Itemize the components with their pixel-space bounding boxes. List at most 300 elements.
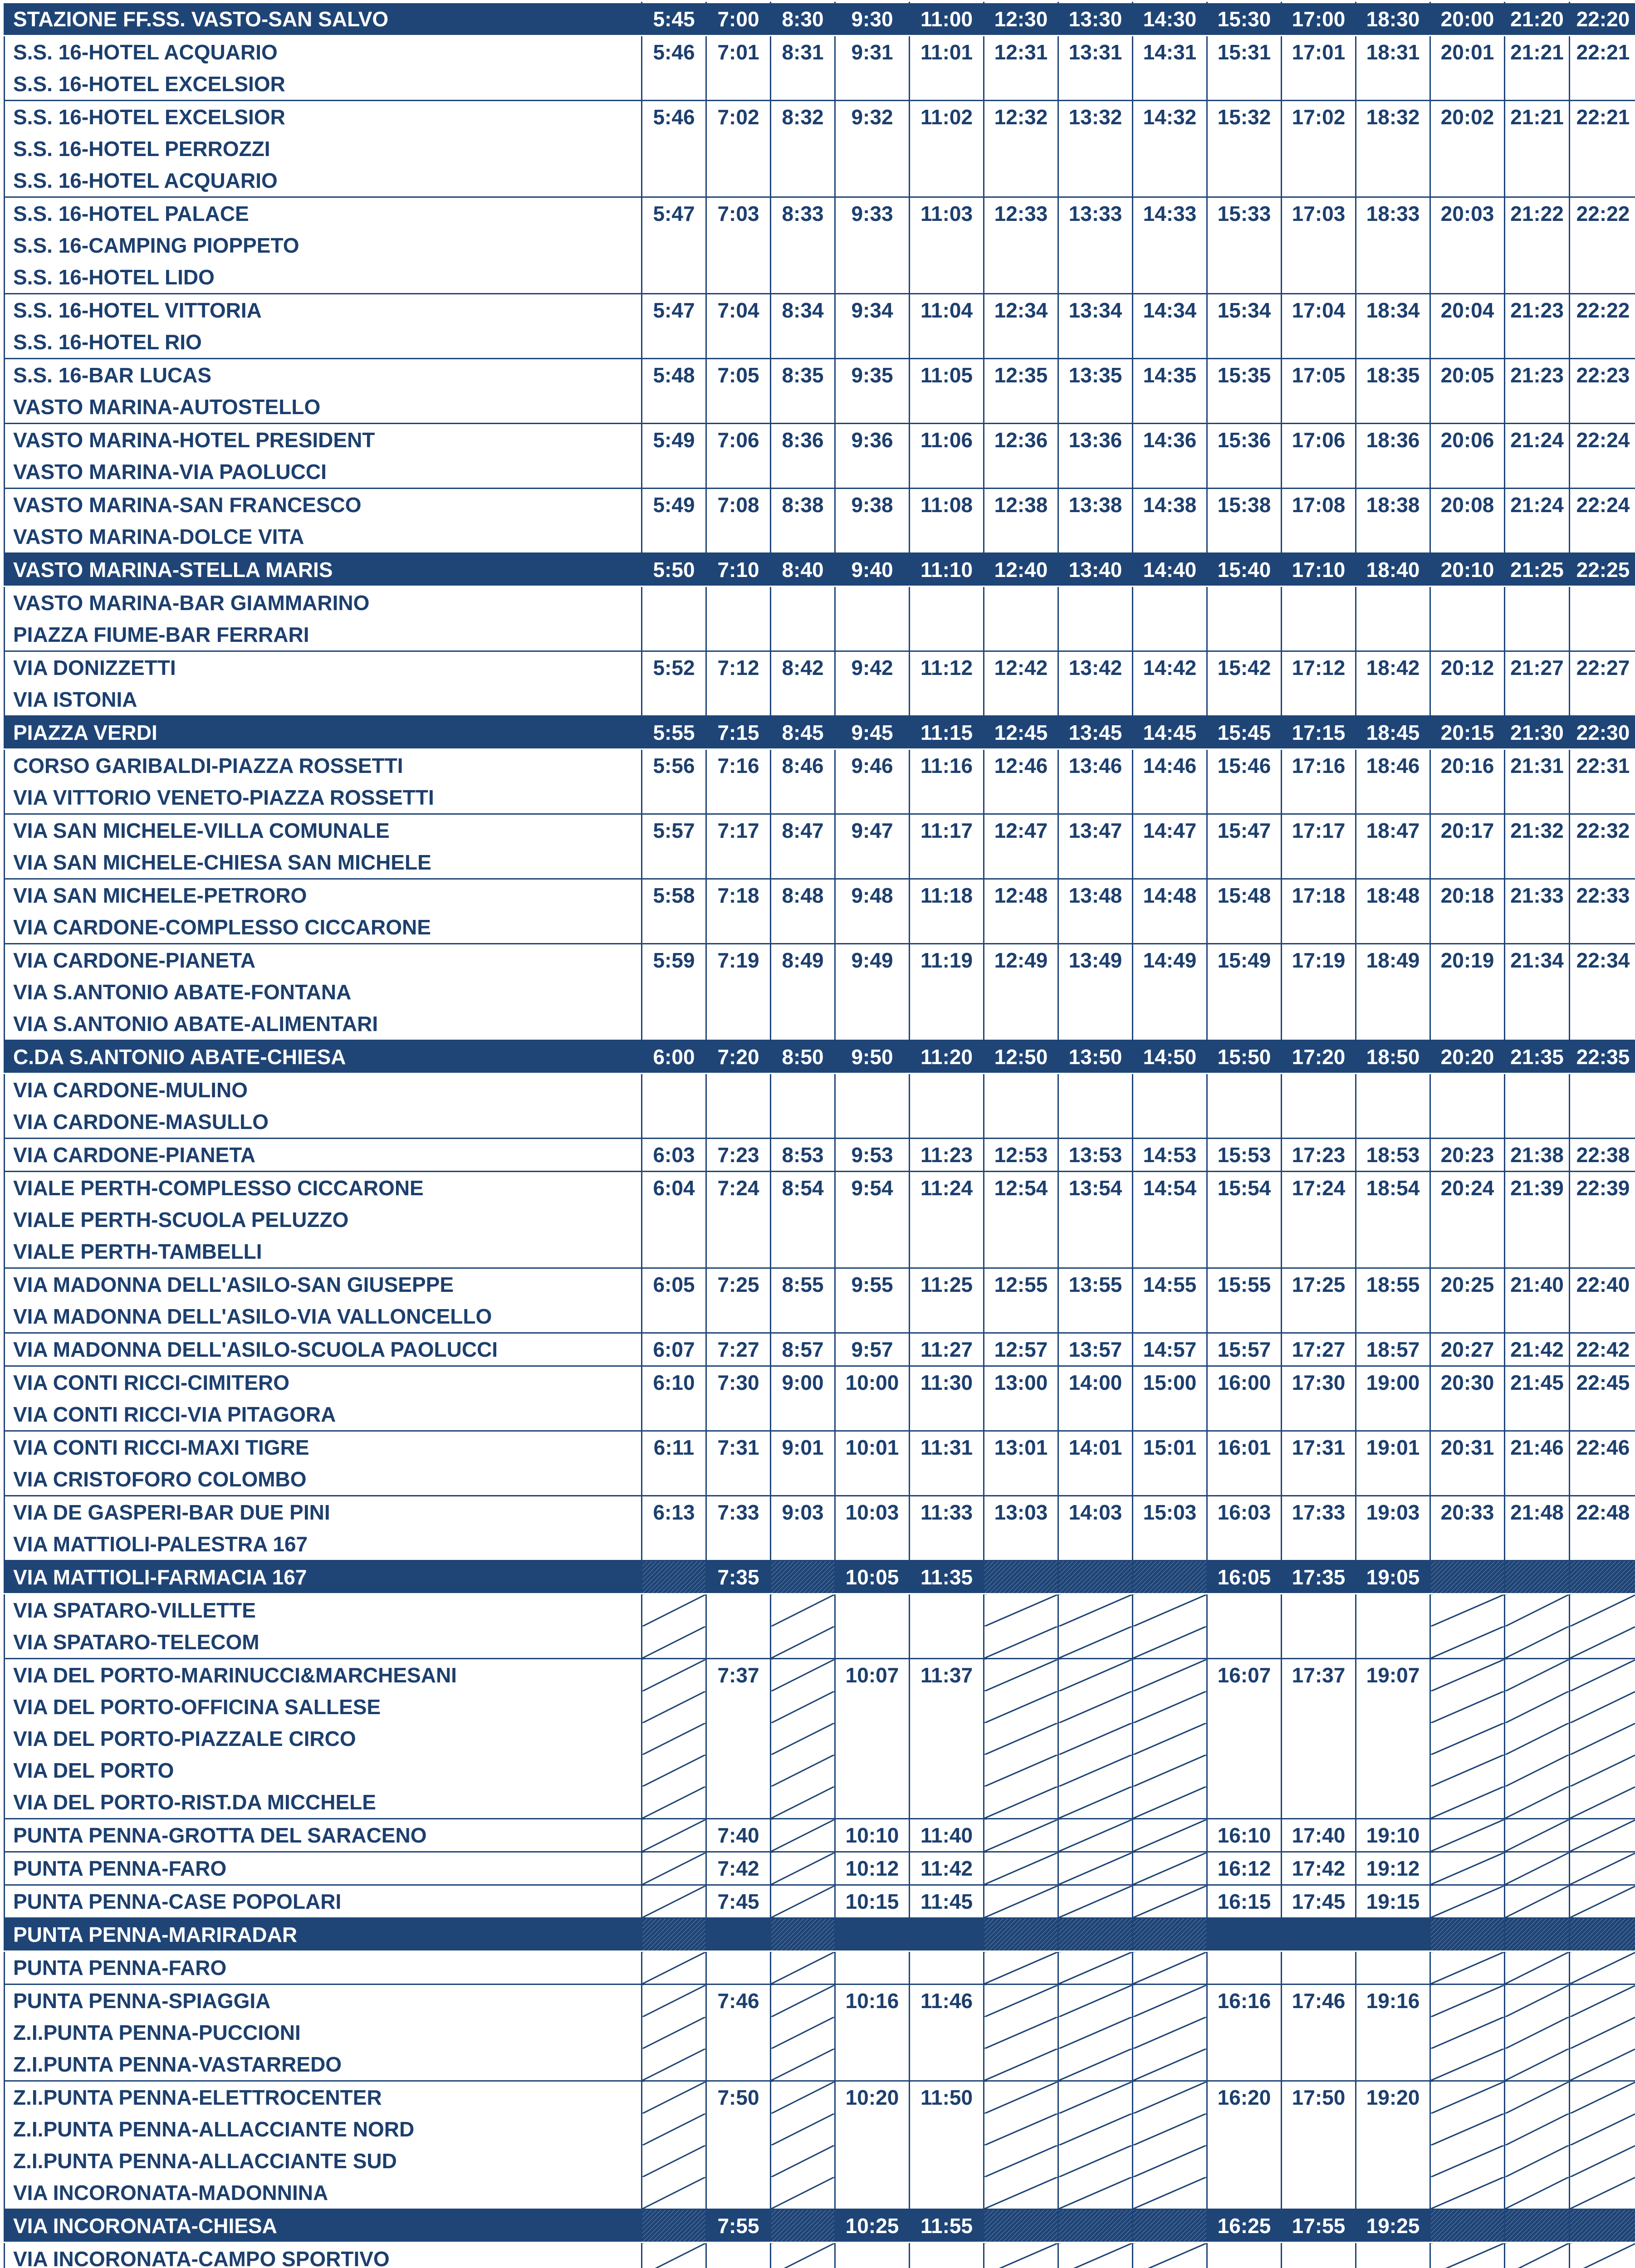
departure-time: 5:49 xyxy=(642,489,706,553)
departure-time: 18:32 xyxy=(1356,101,1430,197)
departure-time xyxy=(1505,2243,1570,2268)
departure-time: 15:42 xyxy=(1207,651,1282,716)
timetable-row xyxy=(5,2081,1635,2209)
stop-name: PIAZZA VERDI xyxy=(13,721,157,744)
departure-time: 7:40 xyxy=(706,1819,771,1852)
departure-time: 13:45 xyxy=(1058,716,1133,749)
departure-time: 15:38 xyxy=(1207,489,1282,553)
stop-names-cell xyxy=(5,1918,642,1951)
departure-time: 16:12 xyxy=(1207,1852,1282,1885)
departure-time: 14:32 xyxy=(1133,101,1207,197)
departure-time: 7:31 xyxy=(706,1431,771,1496)
departure-time xyxy=(1430,2243,1505,2268)
departure-time: 11:55 xyxy=(910,2209,984,2243)
departure-time: 21:40 xyxy=(1505,1268,1570,1333)
departure-time xyxy=(706,1074,771,1139)
departure-time: 22:22 xyxy=(1570,197,1635,294)
departure-time: 9:48 xyxy=(835,879,910,944)
departure-time: 11:35 xyxy=(910,1561,984,1594)
departure-time: 20:16 xyxy=(1430,749,1505,814)
departure-time: 5:58 xyxy=(642,879,706,944)
stop-names-cell xyxy=(5,1074,642,1139)
departure-time xyxy=(642,1594,706,1659)
departure-time xyxy=(1133,1074,1207,1139)
departure-time: 13:48 xyxy=(1058,879,1133,944)
departure-time xyxy=(835,587,910,651)
departure-time xyxy=(1430,1594,1505,1659)
timetable-row xyxy=(5,294,1635,359)
departure-time xyxy=(771,1659,835,1819)
departure-time xyxy=(984,1659,1058,1819)
departure-time: 21:32 xyxy=(1505,814,1570,879)
departure-time: 8:57 xyxy=(771,1333,835,1366)
departure-time: 17:40 xyxy=(1282,1819,1356,1852)
stop-name: PUNTA PENNA-GROTTA DEL SARACENO xyxy=(13,1823,427,1847)
departure-time: 9:53 xyxy=(835,1139,910,1172)
stop-name: VIA DEL PORTO-MARINUCCI&MARCHESANI xyxy=(13,1663,457,1687)
departure-time: 5:52 xyxy=(642,651,706,716)
departure-time: 9:31 xyxy=(835,36,910,101)
stop-name: VIA ISTONIA xyxy=(13,688,137,711)
departure-time xyxy=(984,1984,1058,2081)
stop-name: S.S. 16-HOTEL RIO xyxy=(13,330,202,354)
departure-time: 15:36 xyxy=(1207,424,1282,489)
departure-time: 8:49 xyxy=(771,944,835,1041)
departure-time xyxy=(771,2209,835,2243)
departure-time: 13:38 xyxy=(1058,489,1133,553)
departure-time: 5:47 xyxy=(642,294,706,359)
departure-time: 11:37 xyxy=(910,1659,984,1819)
departure-time: 17:10 xyxy=(1282,553,1356,587)
departure-time xyxy=(706,1951,771,1984)
departure-time xyxy=(1207,2243,1282,2268)
departure-time xyxy=(984,1819,1058,1852)
departure-time: 11:03 xyxy=(910,197,984,294)
stop-name: VASTO MARINA-VIA PAOLUCCI xyxy=(13,460,327,484)
departure-time xyxy=(1570,2209,1635,2243)
departure-time xyxy=(642,1918,706,1951)
departure-time: 18:49 xyxy=(1356,944,1430,1041)
departure-time xyxy=(642,587,706,651)
departure-time xyxy=(1058,2209,1133,2243)
departure-time: 9:50 xyxy=(835,1041,910,1074)
departure-time: 12:53 xyxy=(984,1139,1058,1172)
departure-time: 7:05 xyxy=(706,359,771,424)
departure-time xyxy=(771,2243,835,2268)
departure-time xyxy=(1133,2209,1207,2243)
departure-time: 15:53 xyxy=(1207,1139,1282,1172)
timetable-row xyxy=(5,814,1635,879)
departure-time: 17:55 xyxy=(1282,2209,1356,2243)
departure-time: 9:54 xyxy=(835,1172,910,1268)
departure-time: 7:46 xyxy=(706,1984,771,2081)
departure-time: 12:46 xyxy=(984,749,1058,814)
departure-time xyxy=(1282,2243,1356,2268)
departure-time: 20:12 xyxy=(1430,651,1505,716)
departure-time xyxy=(1430,1074,1505,1139)
departure-time xyxy=(910,2243,984,2268)
departure-time: 17:18 xyxy=(1282,879,1356,944)
departure-time: 11:40 xyxy=(910,1819,984,1852)
departure-time: 11:50 xyxy=(910,2081,984,2209)
stop-names-cell xyxy=(5,1561,642,1594)
departure-time: 6:07 xyxy=(642,1333,706,1366)
stop-names-cell xyxy=(5,879,642,944)
departure-time: 15:54 xyxy=(1207,1172,1282,1268)
departure-time: 11:10 xyxy=(910,553,984,587)
departure-time: 22:27 xyxy=(1570,651,1635,716)
departure-time: 20:08 xyxy=(1430,489,1505,553)
departure-time: 9:01 xyxy=(771,1431,835,1496)
departure-time: 5:47 xyxy=(642,197,706,294)
departure-time xyxy=(1207,1918,1282,1951)
departure-time xyxy=(771,1984,835,2081)
departure-time: 19:00 xyxy=(1356,1366,1430,1431)
departure-time: 13:49 xyxy=(1058,944,1133,1041)
timetable-row xyxy=(5,489,1635,553)
departure-time: 17:19 xyxy=(1282,944,1356,1041)
departure-time: 14:00 xyxy=(1058,1366,1133,1431)
departure-time xyxy=(1058,1074,1133,1139)
departure-time xyxy=(1133,1951,1207,1984)
departure-time: 18:46 xyxy=(1356,749,1430,814)
departure-time: 12:40 xyxy=(984,553,1058,587)
departure-time: 15:01 xyxy=(1133,1431,1207,1496)
departure-time: 21:45 xyxy=(1505,1366,1570,1431)
departure-time: 14:31 xyxy=(1133,36,1207,101)
stop-name: VIA CONTI RICCI-VIA PITAGORA xyxy=(13,1403,336,1426)
departure-time: 13:47 xyxy=(1058,814,1133,879)
stop-name: S.S. 16-HOTEL PERROZZI xyxy=(13,137,270,161)
stop-name: PIAZZA FIUME-BAR FERRARI xyxy=(13,623,309,646)
timetable-row xyxy=(5,424,1635,489)
departure-time: 5:48 xyxy=(642,359,706,424)
stop-names-cell xyxy=(5,101,642,197)
departure-time xyxy=(1430,1984,1505,2081)
departure-time: 21:34 xyxy=(1505,944,1570,1041)
departure-time: 20:03 xyxy=(1430,197,1505,294)
stop-names-cell xyxy=(5,36,642,101)
departure-time: 18:57 xyxy=(1356,1333,1430,1366)
stop-name: VIA MATTIOLI-PALESTRA 167 xyxy=(13,1532,308,1556)
departure-time xyxy=(1282,1951,1356,1984)
departure-time: 13:54 xyxy=(1058,1172,1133,1268)
departure-time: 19:07 xyxy=(1356,1659,1430,1819)
departure-time xyxy=(1505,1885,1570,1918)
departure-time: 11:27 xyxy=(910,1333,984,1366)
departure-time: 12:45 xyxy=(984,716,1058,749)
departure-time: 17:27 xyxy=(1282,1333,1356,1366)
departure-time xyxy=(642,1561,706,1594)
stop-name: PUNTA PENNA-MARIRADAR xyxy=(13,1923,298,1946)
departure-time: 13:40 xyxy=(1058,553,1133,587)
stop-name: S.S. 16-BAR LUCAS xyxy=(13,363,212,387)
departure-time: 14:54 xyxy=(1133,1172,1207,1268)
stop-names-cell xyxy=(5,294,642,359)
departure-time: 16:07 xyxy=(1207,1659,1282,1819)
departure-time: 7:06 xyxy=(706,424,771,489)
departure-time: 18:30 xyxy=(1356,3,1430,36)
stop-name: PUNTA PENNA-FARO xyxy=(13,1956,227,1980)
departure-time: 14:49 xyxy=(1133,944,1207,1041)
departure-time: 8:40 xyxy=(771,553,835,587)
departure-time: 20:17 xyxy=(1430,814,1505,879)
departure-time xyxy=(1058,1885,1133,1918)
stop-name: VIA CARDONE-COMPLESSO CICCARONE xyxy=(13,915,431,939)
departure-time: 22:42 xyxy=(1570,1333,1635,1366)
departure-time xyxy=(1133,2081,1207,2209)
departure-time: 15:35 xyxy=(1207,359,1282,424)
departure-time: 22:34 xyxy=(1570,944,1635,1041)
departure-time: 17:08 xyxy=(1282,489,1356,553)
departure-time: 11:04 xyxy=(910,294,984,359)
departure-time: 8:46 xyxy=(771,749,835,814)
departure-time: 11:45 xyxy=(910,1885,984,1918)
departure-time: 14:35 xyxy=(1133,359,1207,424)
departure-time xyxy=(1570,1561,1635,1594)
departure-time xyxy=(984,1852,1058,1885)
departure-time xyxy=(910,587,984,651)
stop-names-cell xyxy=(5,1172,642,1268)
departure-time: 14:47 xyxy=(1133,814,1207,879)
departure-time xyxy=(1133,1852,1207,1885)
departure-time: 13:34 xyxy=(1058,294,1133,359)
departure-time: 7:33 xyxy=(706,1496,771,1561)
departure-time: 20:01 xyxy=(1430,36,1505,101)
departure-time xyxy=(910,1594,984,1659)
departure-time: 7:02 xyxy=(706,101,771,197)
departure-time: 7:01 xyxy=(706,36,771,101)
departure-time xyxy=(1570,1074,1635,1139)
departure-time: 11:25 xyxy=(910,1268,984,1333)
departure-time xyxy=(1570,2081,1635,2209)
stop-names-cell xyxy=(5,1659,642,1819)
departure-time: 8:48 xyxy=(771,879,835,944)
departure-time xyxy=(1058,587,1133,651)
departure-time: 13:53 xyxy=(1058,1139,1133,1172)
departure-time: 17:50 xyxy=(1282,2081,1356,2209)
timetable-row xyxy=(5,1659,1635,1819)
departure-time: 13:50 xyxy=(1058,1041,1133,1074)
departure-time: 14:46 xyxy=(1133,749,1207,814)
departure-time xyxy=(1505,2081,1570,2209)
departure-time: 17:25 xyxy=(1282,1268,1356,1333)
departure-time: 20:25 xyxy=(1430,1268,1505,1333)
timetable-row xyxy=(5,1594,1635,1659)
departure-time: 17:03 xyxy=(1282,197,1356,294)
departure-time xyxy=(642,1984,706,2081)
departure-time: 12:50 xyxy=(984,1041,1058,1074)
departure-time: 14:45 xyxy=(1133,716,1207,749)
timetable-row xyxy=(5,359,1635,424)
departure-time: 8:34 xyxy=(771,294,835,359)
stop-names-cell xyxy=(5,1496,642,1561)
departure-time: 15:40 xyxy=(1207,553,1282,587)
timetable-row xyxy=(5,1074,1635,1139)
timetable-row-main-stop xyxy=(5,3,1635,36)
departure-time: 11:42 xyxy=(910,1852,984,1885)
departure-time: 7:04 xyxy=(706,294,771,359)
stop-names-cell xyxy=(5,651,642,716)
departure-time xyxy=(1505,1918,1570,1951)
departure-time: 14:36 xyxy=(1133,424,1207,489)
departure-time: 20:10 xyxy=(1430,553,1505,587)
stop-name: VIA MADONNA DELL'ASILO-SAN GIUSEPPE xyxy=(13,1273,454,1296)
departure-time: 16:25 xyxy=(1207,2209,1282,2243)
timetable-row xyxy=(5,651,1635,716)
departure-time: 19:05 xyxy=(1356,1561,1430,1594)
departure-time: 9:35 xyxy=(835,359,910,424)
timetable-row xyxy=(5,1885,1635,1918)
departure-time: 8:30 xyxy=(771,3,835,36)
departure-time: 18:48 xyxy=(1356,879,1430,944)
stop-names-cell xyxy=(5,553,642,587)
departure-time: 12:57 xyxy=(984,1333,1058,1366)
stop-names-cell xyxy=(5,2209,642,2243)
departure-time: 7:23 xyxy=(706,1139,771,1172)
timetable-row xyxy=(5,1852,1635,1885)
departure-time: 21:20 xyxy=(1505,3,1570,36)
departure-time: 18:31 xyxy=(1356,36,1430,101)
departure-time: 14:33 xyxy=(1133,197,1207,294)
departure-time: 18:35 xyxy=(1356,359,1430,424)
departure-time: 7:42 xyxy=(706,1852,771,1885)
timetable-row-main-stop xyxy=(5,1561,1635,1594)
departure-time: 21:35 xyxy=(1505,1041,1570,1074)
departure-time: 6:00 xyxy=(642,1041,706,1074)
departure-time xyxy=(771,1074,835,1139)
departure-time: 14:42 xyxy=(1133,651,1207,716)
departure-time: 7:35 xyxy=(706,1561,771,1594)
departure-time: 21:30 xyxy=(1505,716,1570,749)
departure-time: 12:38 xyxy=(984,489,1058,553)
departure-time: 11:24 xyxy=(910,1172,984,1268)
departure-time: 13:01 xyxy=(984,1431,1058,1496)
stop-name: CORSO GARIBALDI-PIAZZA ROSSETTI xyxy=(13,754,403,777)
departure-time: 5:45 xyxy=(642,3,706,36)
departure-time xyxy=(1430,1951,1505,1984)
departure-time: 19:20 xyxy=(1356,2081,1430,2209)
departure-time: 21:21 xyxy=(1505,36,1570,101)
departure-time xyxy=(910,1918,984,1951)
departure-time: 14:01 xyxy=(1058,1431,1133,1496)
departure-time: 16:20 xyxy=(1207,2081,1282,2209)
departure-time: 17:15 xyxy=(1282,716,1356,749)
departure-time xyxy=(1058,1984,1133,2081)
departure-time: 16:01 xyxy=(1207,1431,1282,1496)
departure-time: 18:42 xyxy=(1356,651,1430,716)
departure-time: 21:24 xyxy=(1505,424,1570,489)
departure-time: 14:48 xyxy=(1133,879,1207,944)
departure-time: 9:33 xyxy=(835,197,910,294)
departure-time xyxy=(771,1918,835,1951)
departure-time: 5:49 xyxy=(642,424,706,489)
departure-time xyxy=(1133,587,1207,651)
departure-time xyxy=(1430,1561,1505,1594)
departure-time: 7:10 xyxy=(706,553,771,587)
stop-name: S.S. 16-HOTEL ACQUARIO xyxy=(13,40,278,64)
departure-time: 10:15 xyxy=(835,1885,910,1918)
departure-time: 8:45 xyxy=(771,716,835,749)
departure-time xyxy=(984,1918,1058,1951)
stop-name: VIA CONTI RICCI-MAXI TIGRE xyxy=(13,1436,309,1459)
departure-time: 12:55 xyxy=(984,1268,1058,1333)
departure-time: 12:49 xyxy=(984,944,1058,1041)
stop-names-cell xyxy=(5,1852,642,1885)
departure-time xyxy=(835,1918,910,1951)
departure-time xyxy=(771,1852,835,1885)
departure-time xyxy=(984,1561,1058,1594)
departure-time: 17:05 xyxy=(1282,359,1356,424)
timetable-row xyxy=(5,1951,1635,1984)
departure-time: 20:30 xyxy=(1430,1366,1505,1431)
departure-time: 11:33 xyxy=(910,1496,984,1561)
departure-time: 12:35 xyxy=(984,359,1058,424)
departure-time: 10:12 xyxy=(835,1852,910,1885)
stop-name: VIA SAN MICHELE-VILLA COMUNALE xyxy=(13,819,390,842)
departure-time xyxy=(1356,1951,1430,1984)
timetable-row xyxy=(5,1431,1635,1496)
departure-time: 10:05 xyxy=(835,1561,910,1594)
departure-time xyxy=(1282,1074,1356,1139)
departure-time xyxy=(1133,1984,1207,2081)
departure-time xyxy=(984,1074,1058,1139)
stop-name: VASTO MARINA-HOTEL PRESIDENT xyxy=(13,428,375,452)
departure-time: 17:23 xyxy=(1282,1139,1356,1172)
departure-time: 13:57 xyxy=(1058,1333,1133,1366)
departure-time: 10:20 xyxy=(835,2081,910,2209)
departure-time: 14:57 xyxy=(1133,1333,1207,1366)
departure-time xyxy=(1058,1561,1133,1594)
departure-time: 7:12 xyxy=(706,651,771,716)
stop-name: VIA MATTIOLI-FARMACIA 167 xyxy=(13,1565,307,1589)
departure-time: 7:18 xyxy=(706,879,771,944)
departure-time: 14:03 xyxy=(1058,1496,1133,1561)
timetable-row xyxy=(5,587,1635,651)
stop-name: Z.I.PUNTA PENNA-ALLACCIANTE NORD xyxy=(13,2117,415,2141)
departure-time: 8:55 xyxy=(771,1268,835,1333)
departure-time xyxy=(1505,1819,1570,1852)
departure-time: 17:31 xyxy=(1282,1431,1356,1496)
departure-time: 8:36 xyxy=(771,424,835,489)
stop-name: S.S. 16-HOTEL ACQUARIO xyxy=(13,169,278,192)
departure-time: 5:55 xyxy=(642,716,706,749)
stop-name: PUNTA PENNA-CASE POPOLARI xyxy=(13,1890,342,1913)
departure-time: 12:47 xyxy=(984,814,1058,879)
departure-time: 7:45 xyxy=(706,1885,771,1918)
stop-name: VIA SPATARO-VILLETTE xyxy=(13,1598,256,1622)
departure-time: 20:20 xyxy=(1430,1041,1505,1074)
departure-time: 11:20 xyxy=(910,1041,984,1074)
departure-time: 22:48 xyxy=(1570,1496,1635,1561)
departure-time: 17:37 xyxy=(1282,1659,1356,1819)
departure-time: 5:50 xyxy=(642,553,706,587)
departure-time: 15:50 xyxy=(1207,1041,1282,1074)
stop-name: S.S. 16-HOTEL LIDO xyxy=(13,265,215,289)
departure-time: 9:49 xyxy=(835,944,910,1041)
timetable-row xyxy=(5,879,1635,944)
departure-time xyxy=(1430,587,1505,651)
departure-time xyxy=(984,1885,1058,1918)
departure-time: 19:15 xyxy=(1356,1885,1430,1918)
stop-name: VIA DEL PORTO-RIST.DA MICCHELE xyxy=(13,1790,376,1814)
departure-time xyxy=(1356,1074,1430,1139)
departure-time: 7:24 xyxy=(706,1172,771,1268)
timetable-row xyxy=(5,1268,1635,1333)
departure-time: 9:55 xyxy=(835,1268,910,1333)
stop-name: S.S. 16-HOTEL VITTORIA xyxy=(13,298,262,322)
departure-time: 15:47 xyxy=(1207,814,1282,879)
